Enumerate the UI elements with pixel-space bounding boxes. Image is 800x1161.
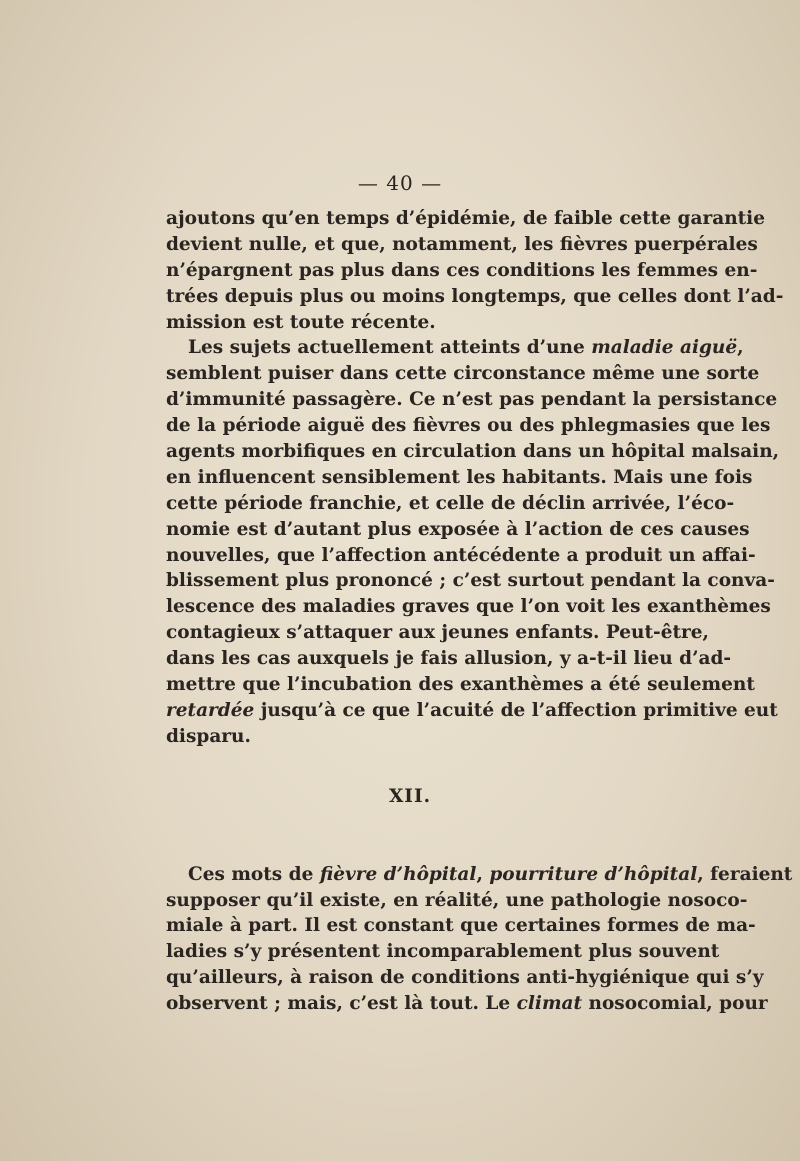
text-line: dans les cas auxquels je fais allusion, y a-t-il lieu d’ad- bbox=[166, 648, 732, 670]
text-line: nouvelles, que l’affection antécédente a produit un affai- bbox=[166, 544, 756, 566]
section-heading: XII. bbox=[388, 785, 432, 807]
text-line: en influencent sensiblement les habitants. Mais une fois bbox=[166, 466, 753, 488]
page-number: — 40 — bbox=[357, 171, 443, 195]
text-line: mettre que l’incubation des exanthèmes a été seulement bbox=[166, 674, 755, 696]
italic-term: fièvre d’hôpital bbox=[319, 863, 477, 885]
text-run: , bbox=[476, 863, 490, 885]
text-run: , feraient bbox=[697, 863, 793, 885]
text-run: nosocomial, pour bbox=[582, 993, 768, 1015]
text-line: de la période aiguë des fièvres ou des phlegmasies que les bbox=[166, 415, 771, 437]
text-line: disparu. bbox=[166, 725, 251, 747]
text-line: blissement plus prononcé ; c’est surtout pendant la conva- bbox=[166, 570, 775, 592]
body-text bbox=[166, 206, 793, 1017]
text-line bbox=[166, 991, 768, 1017]
italic-term: climat bbox=[516, 993, 583, 1015]
paragraph-3 bbox=[166, 862, 793, 1017]
text-line: supposer qu’il existe, en réalité, une pathologie nosoco- bbox=[166, 889, 748, 911]
text-run: Les sujets actuellement atteints d’une bbox=[188, 337, 592, 359]
text-run: , bbox=[737, 337, 744, 359]
text-line: trées depuis plus ou moins longtemps, que celles dont l’ad- bbox=[166, 285, 784, 307]
text-line: ajoutons qu’en temps d’épidémie, de faible cette garantie bbox=[166, 208, 765, 229]
text-run: Ces mots de bbox=[188, 863, 320, 885]
text-line: cette période franchie, et celle de déclin arrivée, l’éco- bbox=[166, 492, 735, 514]
text-line: nomie est d’autant plus exposée à l’action de ces causes bbox=[166, 518, 750, 540]
text-line bbox=[166, 335, 744, 361]
text-line bbox=[166, 698, 778, 724]
text-line: agents morbifiques en circulation dans un hôpital malsain, bbox=[166, 441, 780, 463]
italic-term: pourriture d’hôpital bbox=[489, 863, 698, 885]
text-run: jusqu’à ce que l’acuité de l’affection primitive eut bbox=[254, 699, 778, 721]
text-run: observent ; mais, c’est là tout. Le bbox=[166, 993, 517, 1015]
text-line: mission est toute récente. bbox=[166, 311, 436, 333]
text-line: miale à part. Il est constant que certaines formes de ma- bbox=[166, 915, 756, 937]
text-line: devient nulle, et que, notamment, les fièvres puerpérales bbox=[166, 233, 758, 255]
spacer bbox=[166, 810, 654, 862]
text-line: qu’ailleurs, à raison de conditions anti-hygiénique qui s’y bbox=[166, 967, 764, 989]
text-line bbox=[166, 862, 793, 888]
italic-term: retardée bbox=[166, 699, 255, 721]
text-line: d’immunité passagère. Ce n’est pas pendant la persistance bbox=[166, 389, 778, 411]
text-line: semblent puiser dans cette circonstance même une sorte bbox=[166, 363, 760, 385]
text-line: ladies s’y présentent incomparablement plus souvent bbox=[166, 941, 720, 963]
paragraph-2 bbox=[166, 335, 780, 749]
text-line: contagieux s’attaquer aux jeunes enfants. Peut-être, bbox=[166, 622, 709, 644]
paragraph-1 bbox=[166, 206, 784, 335]
spacer bbox=[166, 750, 654, 784]
text-line: lescence des maladies graves que l’on voit les exanthèmes bbox=[166, 596, 771, 618]
italic-term: maladie aiguë bbox=[591, 337, 738, 359]
text-line: n’épargnent pas plus dans ces conditions les femmes en- bbox=[166, 259, 758, 281]
